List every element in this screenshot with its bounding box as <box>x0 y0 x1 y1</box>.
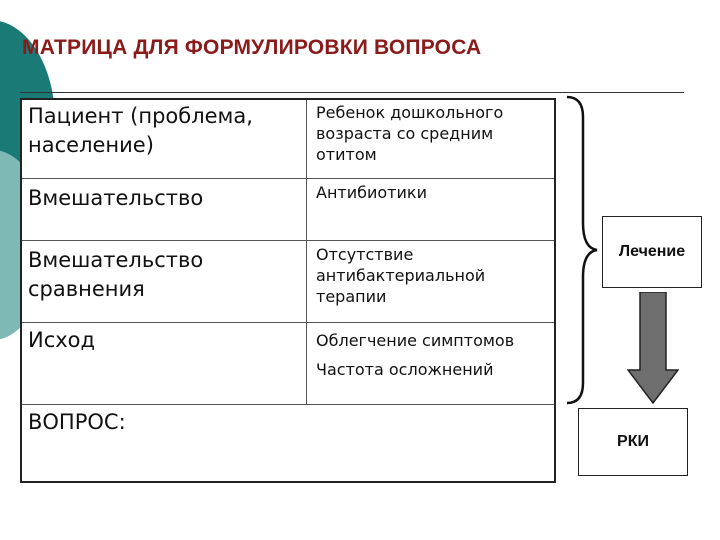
row-label-intervention: Вмешательство <box>28 186 204 210</box>
question-label: ВОПРОС: <box>28 410 126 434</box>
title-underline <box>20 92 684 93</box>
row-value-outcome <box>316 326 546 384</box>
value-line: Ребенок дошкольного <box>316 103 504 122</box>
row-label-patient: Пациент (проблема, население) <box>28 104 253 157</box>
row-label-outcome: Исход <box>28 328 96 352</box>
row-label-comparison: Вмешательство сравнения <box>28 248 204 301</box>
slide-title: МАТРИЦА ДЛЯ ФОРМУЛИРОВКИ ВОПРОСА <box>22 36 482 59</box>
value-line: возраста со средним <box>316 124 494 143</box>
table-row-comparison <box>22 240 554 323</box>
down-arrow-icon <box>627 292 679 404</box>
row-value-comparison <box>316 244 546 307</box>
rct-box: РКИ <box>578 408 688 476</box>
value-line: Частота осложнений <box>316 360 494 379</box>
row-value-intervention <box>316 182 546 203</box>
value-line: Облегчение симптомов <box>316 331 515 350</box>
question-matrix-table <box>20 98 556 483</box>
value-line: антибактериальной <box>316 266 486 285</box>
value-line: Антибиотики <box>316 183 427 202</box>
column-divider <box>306 100 307 404</box>
row-value-patient <box>316 102 546 165</box>
table-row-outcome <box>22 322 554 405</box>
value-line: терапии <box>316 287 387 306</box>
value-line: отитом <box>316 145 377 164</box>
treatment-box: Лечение <box>602 216 702 288</box>
table-row-patient <box>22 100 554 179</box>
table-row-intervention <box>22 178 554 241</box>
value-line: Отсутствие <box>316 245 414 264</box>
curly-brace-icon <box>565 95 605 405</box>
